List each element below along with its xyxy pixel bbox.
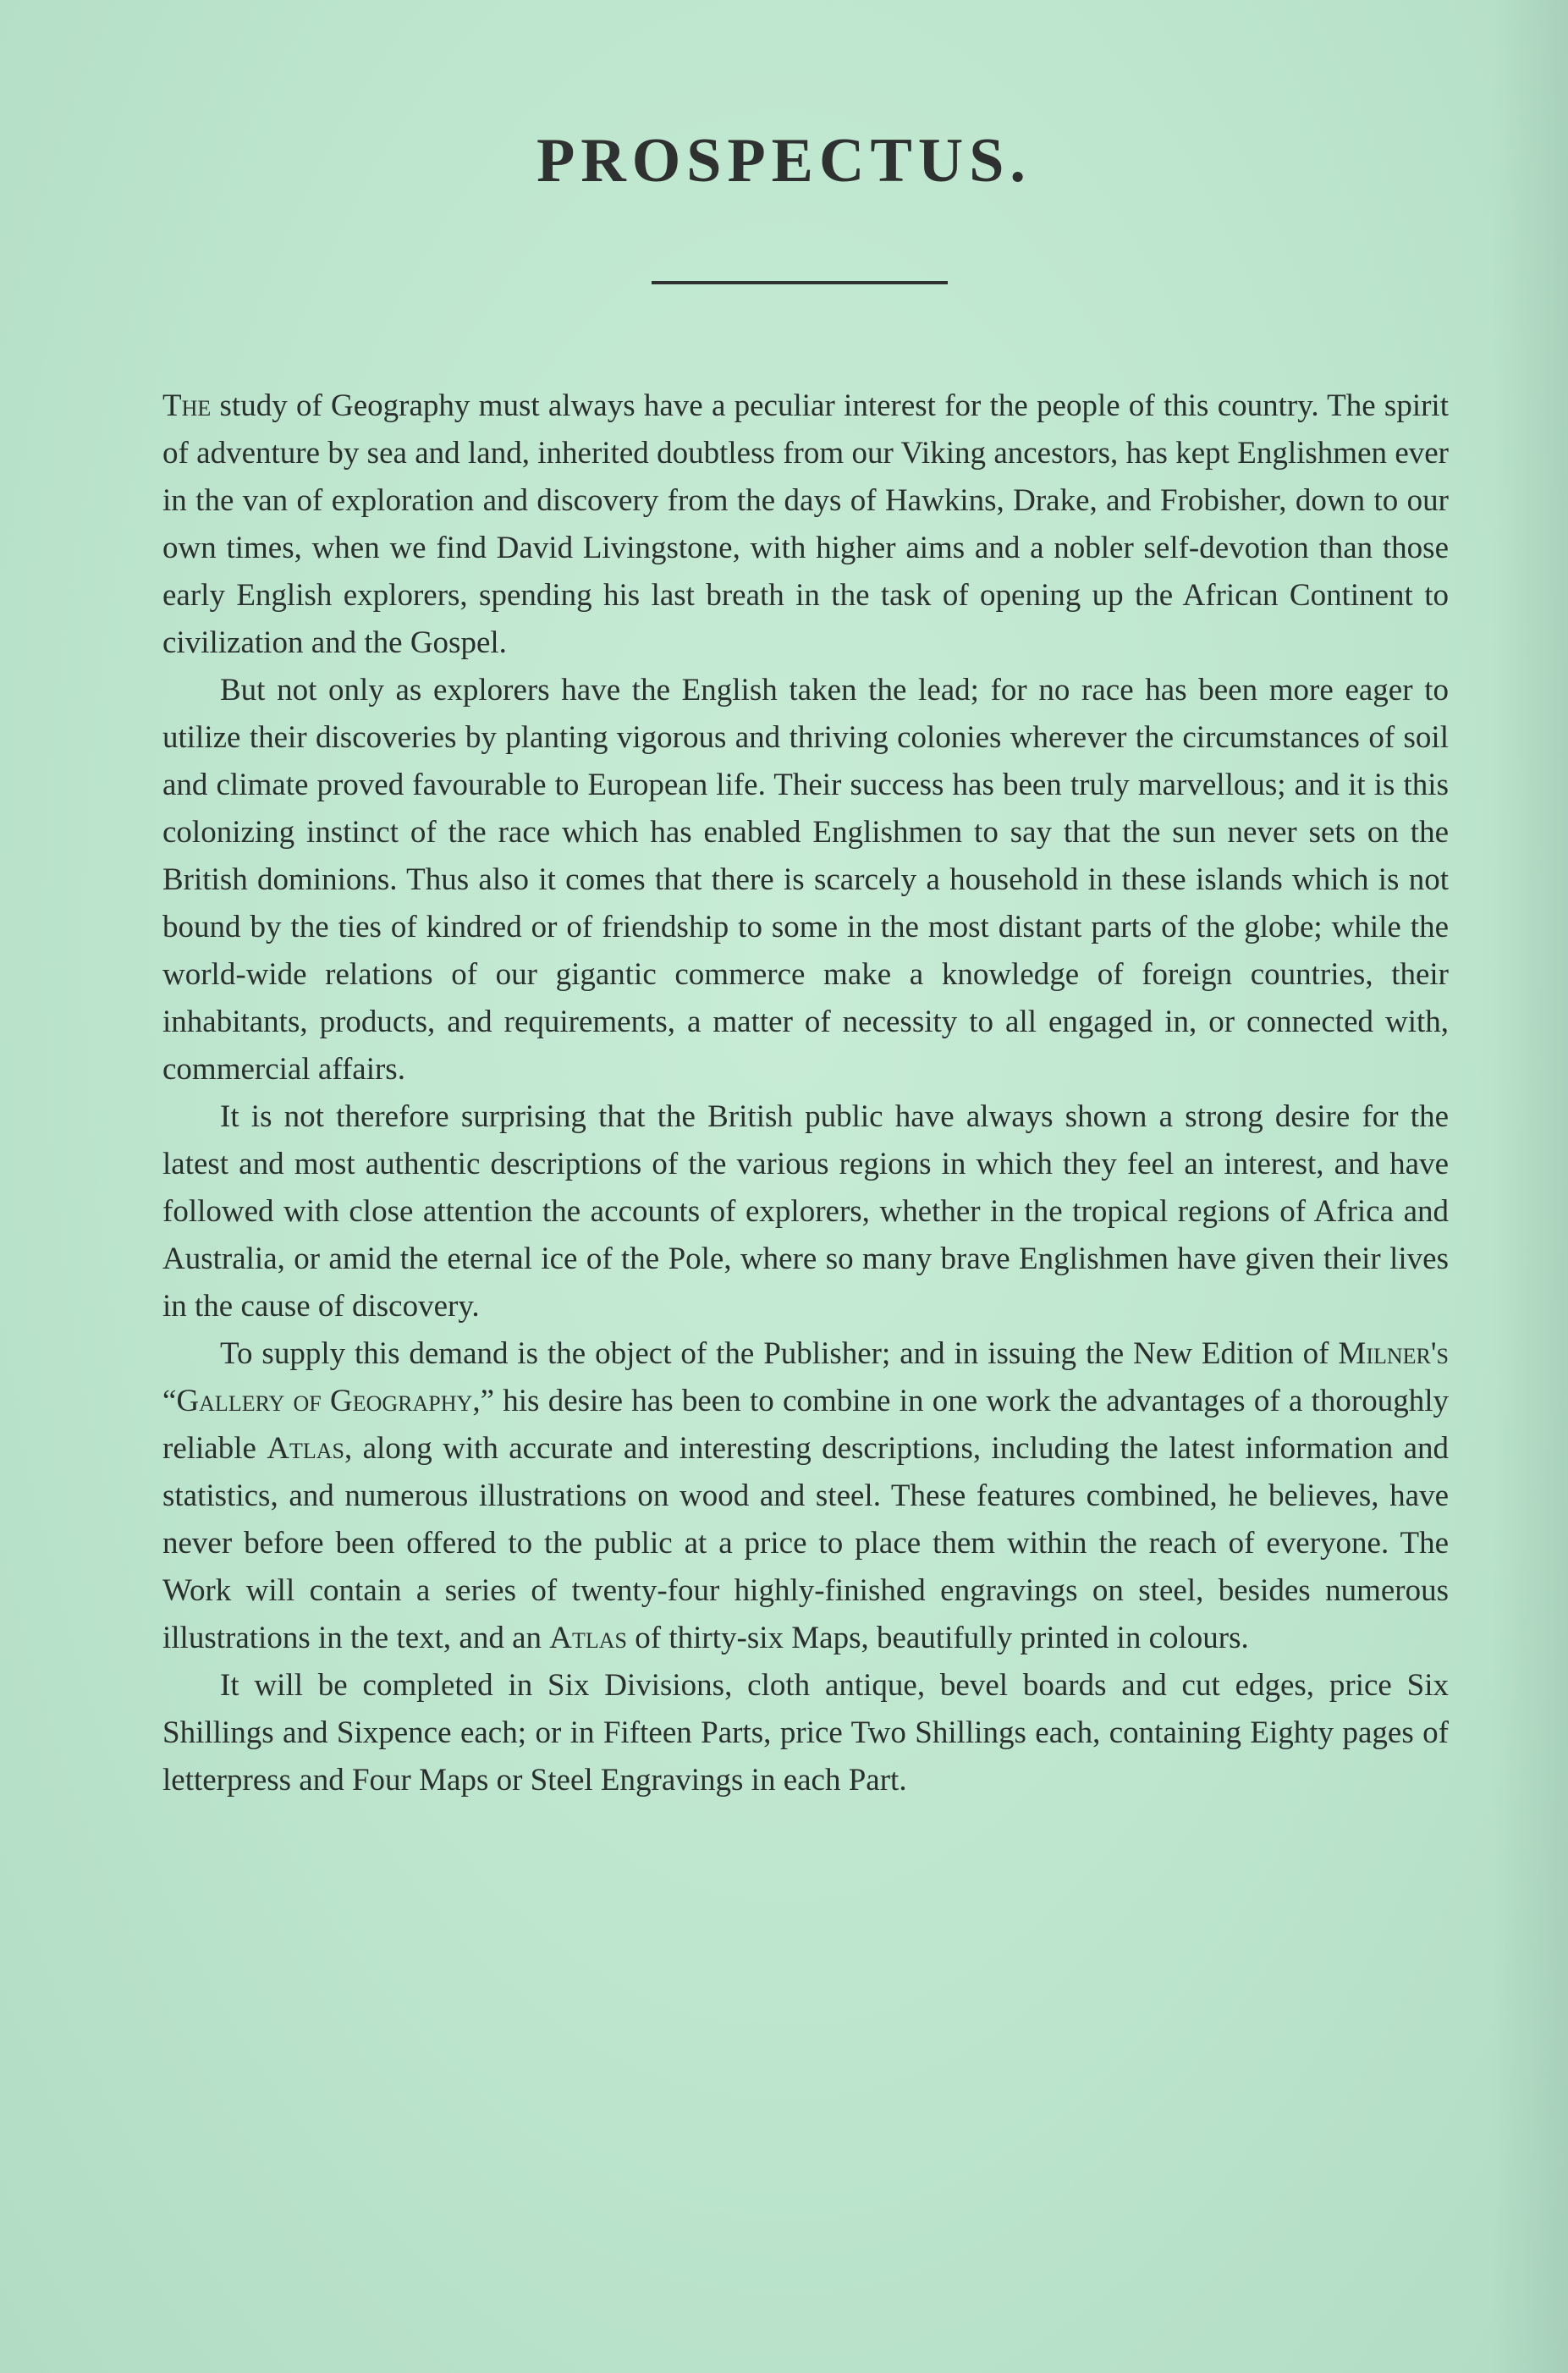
paragraph-4-text-e: of thirty-six Maps, beautifully printed in colours. (627, 1621, 1249, 1655)
paragraph-4 (162, 1330, 1449, 1662)
paragraph-3: It is not therefore surprising that the British public have always shown a strong desire for the latest and most authentic descriptions of the various regions in which they feel an interest, and have followed with close attention the accounts of explorers, whether in the tropical regions of Africa and Australia, or amid the eternal ice of the Pole, where so many brave Englishmen have given their lives in the cause of discovery. (162, 1099, 1449, 1324)
drop-lead-word: The (162, 388, 212, 423)
gallery-title: Gallery of Geography (176, 1384, 473, 1418)
paragraph-1 (162, 383, 1449, 667)
atlas-word-2: Atlas (549, 1621, 628, 1655)
paragraph-5: It will be completed in Six Divisions, cloth antique, bevel boards and cut edges, price Six Shillings and Sixpence each; or in Fifteen Parts, price Two Shillings each, containing Eighty pages of letterpress and Four Maps or Steel Engravings in each Part. (162, 1668, 1449, 1798)
body-text (162, 383, 1449, 1804)
page-edge-shadow (1492, 0, 1568, 2373)
paragraph-4-text-b: “ (162, 1384, 177, 1418)
paragraph-2: But not only as explorers have the English taken the lead; for no race has been more eager to utilize their discoveries by planting vigorous and thriving colonies wherever the circumstances of soil and climate proved favourable to European life. Their success has been truly marvellous; and it is this colonizing instinct of the race which has enabled Englishmen to say that the sun never sets on the British dominions. Thus also it comes that there is scarcely a household in these islands which is not bound by the ties of kindred or of friendship to some in the most distant parts of the globe; while the world-wide relations of our gigantic commerce make a knowledge of foreign countries, their inhabitants, products, and requirements, a matter of necessity to all engaged in, or connected with, commercial affairs. (162, 673, 1449, 1087)
milner-name: Milner's (1338, 1336, 1449, 1371)
atlas-word-1: Atlas (267, 1431, 345, 1466)
paragraph-4-text-d: , along with accurate and interesting descriptions, including the latest information and statistics, and numerous illustrations on wood and steel. These features combined, he believes, have never before been offered to the public at a price to place them within the reach of everyone. The Work will contain a series of twenty-four highly-finished engravings on steel, besides numerous illustrations in the text, and an (162, 1431, 1449, 1655)
paragraph-4-text-c: ,” his desire has been to combine in one work the advantages of a thoroughly reliable (162, 1384, 1449, 1466)
title-divider (652, 281, 948, 284)
page-title: PROSPECTUS. (536, 126, 1032, 195)
paragraph-4-text-a: To supply this demand is the object of the Publisher; and in issuing the New Edition of (220, 1336, 1339, 1371)
paragraph-1-text: study of Geography must always have a peculiar interest for the people of this country. The spirit of adventure by sea and land, inherited doubtless from our Viking ancestors, has kept Englishmen ever in the van of exploration and discovery from the days of Hawkins, Drake, and Frobisher, down to our own times, when we find David Livingstone, with higher aims and a nobler self-devotion than those early English explorers, spending his last breath in the task of opening up the African Continent to civilization and the Gospel. (162, 388, 1449, 660)
